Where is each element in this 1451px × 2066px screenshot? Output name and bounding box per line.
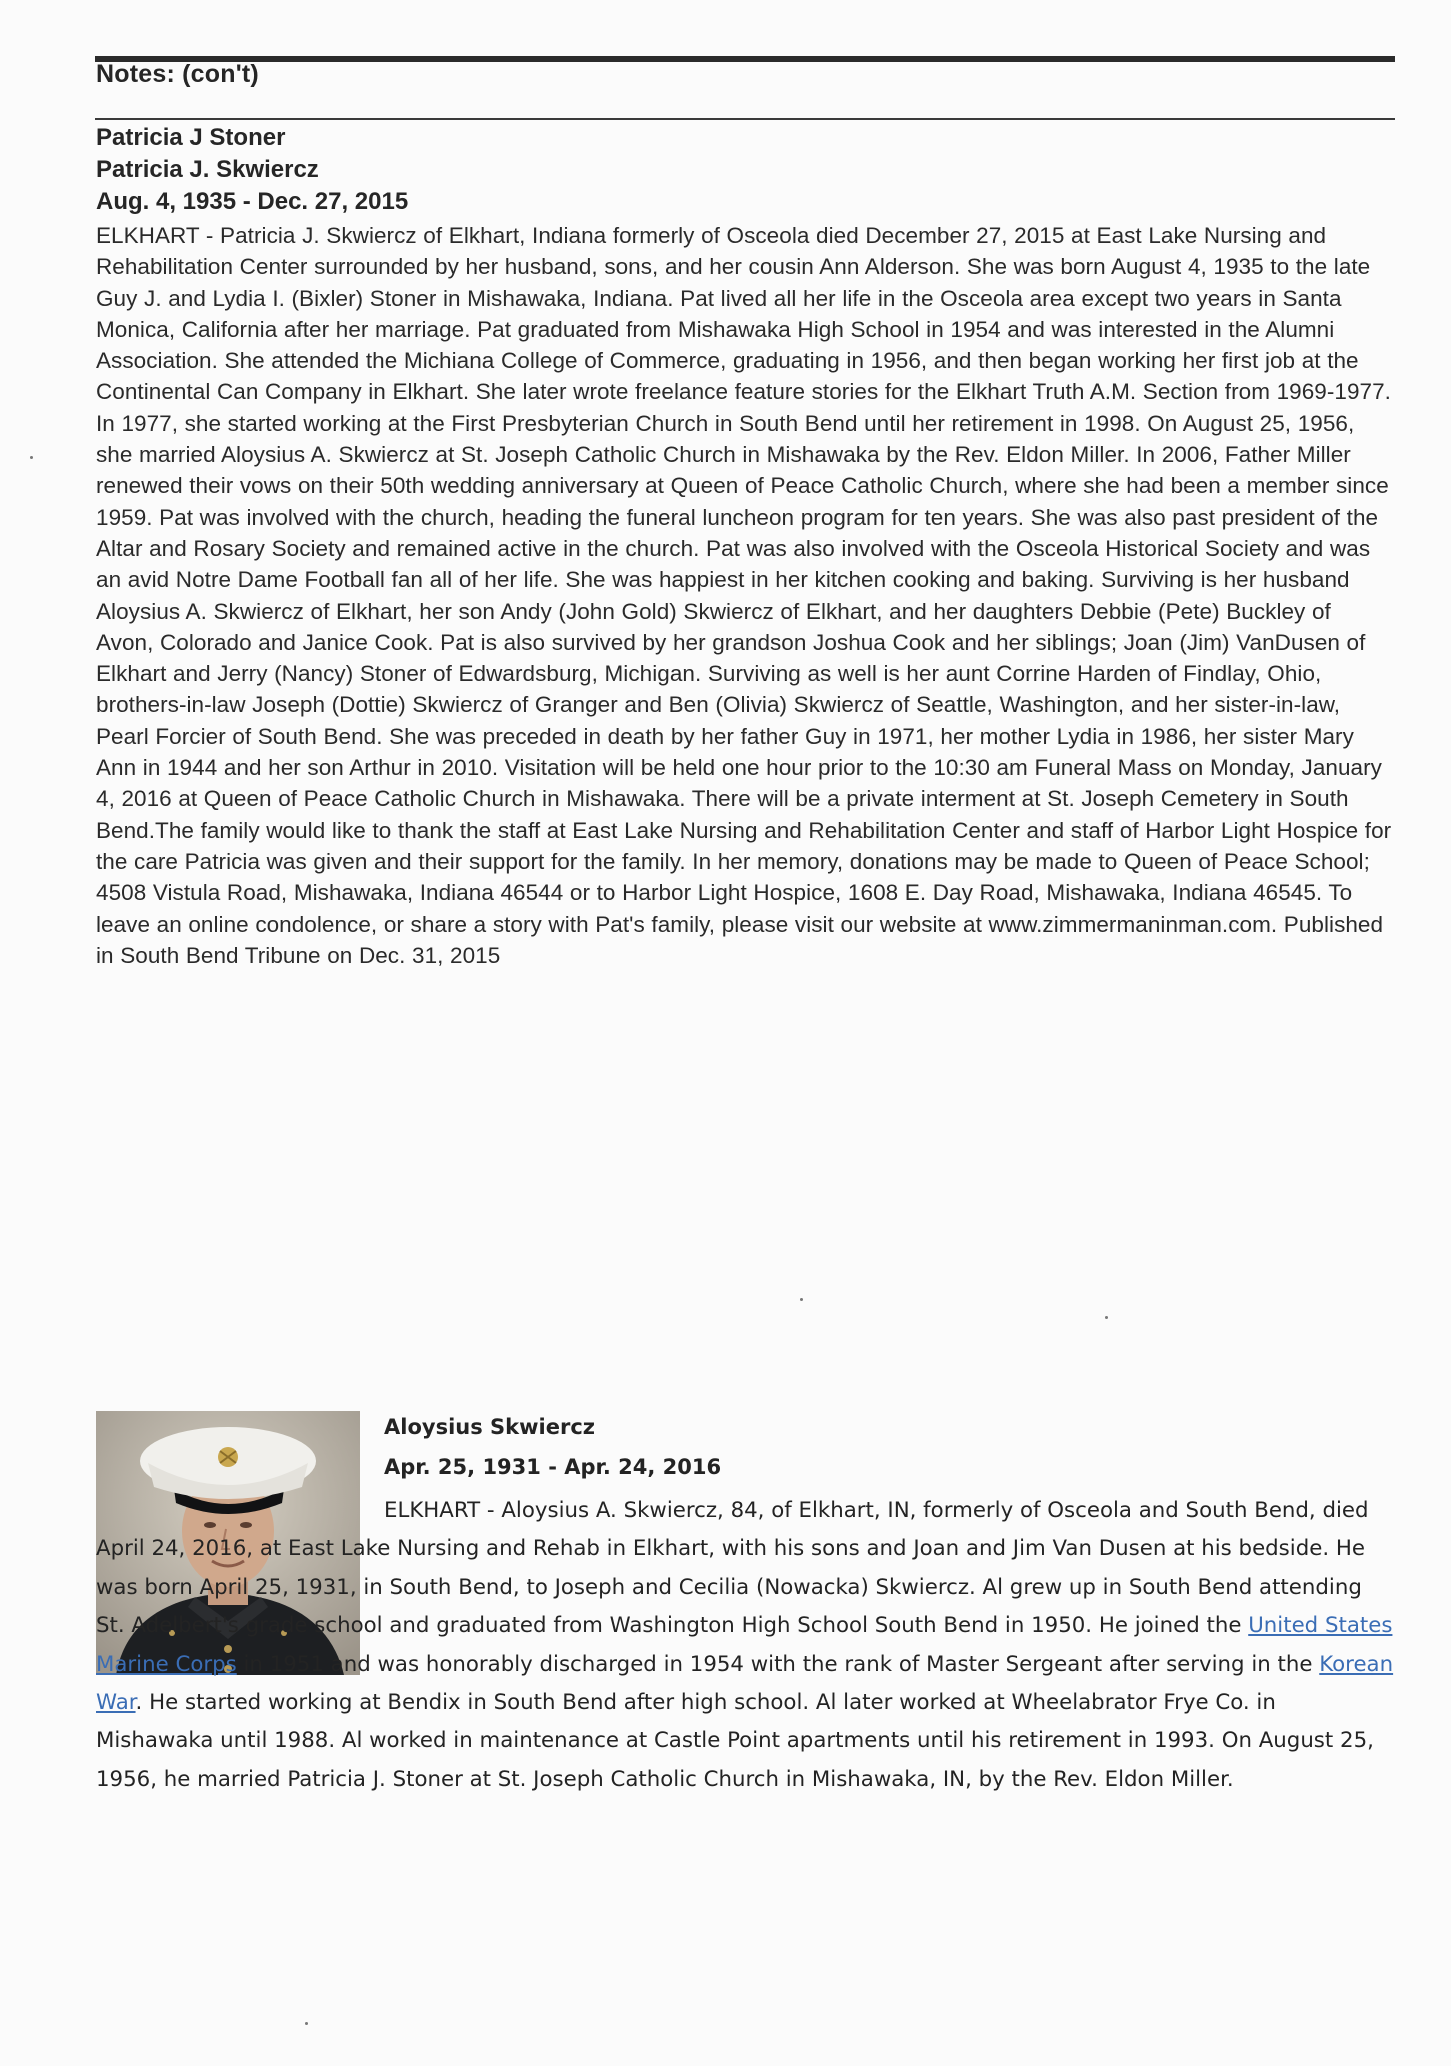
header-rule <box>95 118 1395 120</box>
obituary-text-part: ELKHART - Aloysius A. Skwiercz, 84, of Elkhart, IN, formerly of Osceola and South Bend, died April 24, 2016, at East Lake Nursing and Rehab in Elkhart, with his sons and Joan and Jim Van Dusen at his bedside. He was born April 25, 1931, in South Bend, to Joseph and Cecilia (Nowacka) Skwiercz. Al grew up in South Bend attending St. Adelbert's grade school and graduated from Washington High School South Bend in 1950. He joined the <box>96 1498 1369 1639</box>
scan-speck <box>800 1298 803 1301</box>
obituary-text: ELKHART - Patricia J. Skwiercz of Elkhart, Indiana formerly of Osceola died December 27, 2015 at East Lake Nursing and Rehabilitation Center surrounded by her husband, sons, and her cousin Ann Alderson. She was born August 4, 1935 to the late Guy J. and Lydia I. (Bixler) Stoner in Mishawaka, Indiana. Pat lived all her life in the Osceola area except two years in Santa Monica, California after her marriage. Pat graduated from Mishawaka High School in 1954 and was interested in the Alumni Association. She attended the Michiana College of Commerce, graduating in 1956, and then began working her first job at the Continental Can Company in Elkhart. She later wrote freelance feature stories for the Elkhart Truth A.M. Section from 1969-1977. In 1977, she started working at the First Presbyterian Church in South Bend until her retirement in 1998. On August 25, 1956, she married Aloysius A. Skwiercz at St. Joseph Catholic Church in Mishawaka by the Rev. Eldon Miller. In 2006, Father Miller renewed their vows on their 50th wedding anniversary at Queen of Peace Catholic Church, where she had been a member since 1959. Pat was involved with the church, heading the funeral luncheon program for ten years. She was also past president of the Altar and Rosary Society and remained active in the church. Pat was also involved with the Osceola Historical Society and was an avid Notre Dame Football fan all of her life. She was happiest in her kitchen cooking and baking. Surviving is her husband Aloysius A. Skwiercz of Elkhart, her son Andy (John Gold) Skwiercz of Elkhart, and her daughters Debbie (Pete) Buckley of Avon, Colorado and Janice Cook. Pat is also survived by her grandson Joshua Cook and her siblings; Joan (Jim) VanDusen of Elkhart and Jerry (Nancy) Stoner of Edwardsburg, Michigan. Surviving as well is her aunt Corrine Harden of Findlay, Ohio, brothers-in-law Joseph (Dottie) Skwiercz of Granger and Ben (Olivia) Skwiercz of Seattle, Washington, and her sister-in-law, Pearl Forcier of South Bend. She was preceded in death by her father Guy in 1971, her mother Lydia in 1986, her sister Mary Ann in 1944 and her son Arthur in 2010. Visitation will be held one hour prior to the 10:30 am Funeral Mass on Monday, January 4, 2016 at Queen of Peace Catholic Church in Mishawaka. There will be a private interment at St. Joseph Cemetery in South Bend.The family would like to thank the staff at East Lake Nursing and Rehabilitation Center and staff of Harbor Light Hospice for the care Patricia was given and their support for the family. In her memory, donations may be made to Queen of Peace School; 4508 Vistula Road, Mishawaka, Indiana 46544 or to Harbor Light Hospice, 1608 E. Day Road, Mishawaka, Indiana 46545. To leave an online condolence, or share a story with Pat's family, please visit our website at www.zimmermaninman.com. Published in South Bend Tribune on Dec. 31, 2015 <box>96 223 1392 968</box>
scan-speck <box>305 2022 308 2025</box>
marine-corps-link[interactable]: United States Marine Corps <box>96 1613 1393 1677</box>
obituary-married-name: Patricia J. Skwiercz <box>96 156 319 183</box>
top-rule <box>95 56 1395 62</box>
obituary-name: Aloysius Skwiercz <box>384 1415 595 1439</box>
scan-speck <box>30 456 33 459</box>
scan-speck <box>1105 1316 1108 1319</box>
obituary-patricia <box>96 122 1396 971</box>
obituary-dates: Apr. 25, 1931 - Apr. 24, 2016 <box>384 1455 722 1479</box>
obituary-dates: Aug. 4, 1935 - Dec. 27, 2015 <box>96 188 409 215</box>
notes-header: Notes: (con't) <box>96 60 259 88</box>
obituary-text-part: . He started working at Bendix in South Bend after high school. Al later worked at Wheelabrator Frye Co. in Mishawaka until 1988. Al worked in maintenance at Castle Point apartments until his retirement in 1993. On August 25, 1956, he married Patricia J. Stoner at St. Joseph Catholic Church in Mishawaka, IN, by the Rev. Eldon Miller. <box>96 1690 1374 1792</box>
obituary-text-part: in 1951 and was honorably discharged in 1954 with the rank of Master Sergeant after serving in the <box>236 1651 1320 1677</box>
obituary-name: Patricia J Stoner <box>96 124 286 151</box>
korean-war-link[interactable]: Korean War <box>96 1651 1394 1716</box>
obituary-text <box>96 1492 1396 1799</box>
